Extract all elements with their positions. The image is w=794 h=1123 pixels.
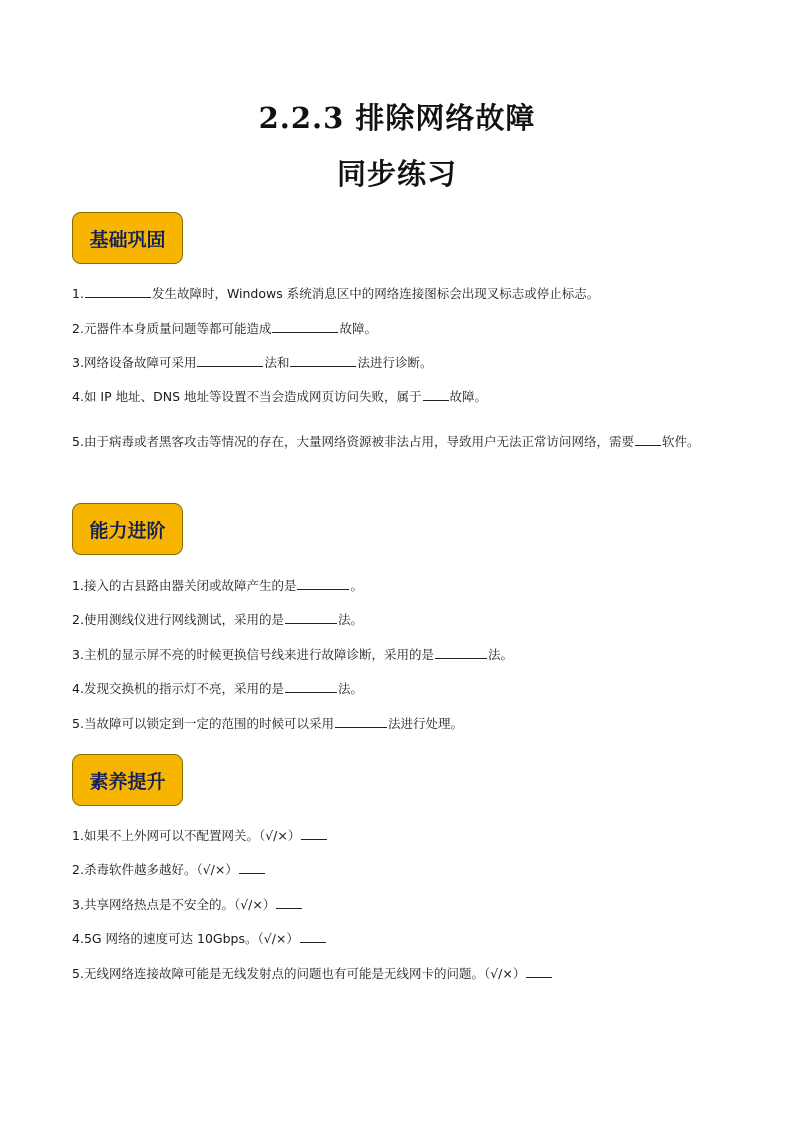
section-heading-advanced: 能力进阶 bbox=[72, 503, 183, 555]
question-item bbox=[72, 861, 266, 879]
question-text: 由于病毒或者黑客攻击等情况的存在，大量网络资源被非法占用，导致用户无法正常访问网络，需要 bbox=[83, 434, 634, 449]
answer-blank[interactable] bbox=[290, 354, 356, 367]
answer-blank[interactable] bbox=[285, 680, 337, 693]
question-item bbox=[72, 320, 377, 338]
question-number: 4. bbox=[72, 389, 84, 404]
question-text: 主机的显示屏不亮的时候更换信号线来进行故障诊断，采用的是 bbox=[83, 647, 434, 662]
answer-blank[interactable] bbox=[526, 965, 552, 978]
question-item bbox=[72, 715, 463, 733]
question-text: 法。 bbox=[487, 647, 513, 662]
answer-blank[interactable] bbox=[272, 320, 338, 333]
question-item bbox=[72, 285, 599, 303]
question-text: 无线网络连接故障可能是无线发射点的问题也有可能是无线网卡的问题。（√/×） bbox=[83, 966, 526, 981]
document-title: 2.2.3 排除网络故障 bbox=[258, 101, 536, 135]
question-text: 当故障可以锁定到一定的范围的时候可以采用 bbox=[83, 716, 334, 731]
question-item bbox=[72, 965, 553, 983]
question-text: 元器件本身质量问题等都可能造成 bbox=[83, 321, 272, 336]
section-heading-basic: 基础巩固 bbox=[72, 212, 183, 264]
question-text: 如果不上外网可以不配置网关。（√/×） bbox=[83, 828, 301, 843]
question-text: 接入的古县路由器关闭或故障产生的是 bbox=[83, 578, 297, 593]
section-heading-literacy: 素养提升 bbox=[72, 754, 183, 806]
question-item bbox=[72, 388, 487, 406]
question-text: 使用测线仪进行网线测试，采用的是 bbox=[83, 612, 284, 627]
document-subtitle: 同步练习 bbox=[336, 157, 457, 191]
question-number: 1. bbox=[72, 578, 84, 593]
question-item bbox=[72, 427, 724, 456]
question-item bbox=[72, 930, 327, 948]
question-number: 5. bbox=[72, 966, 84, 981]
question-number: 2. bbox=[72, 862, 84, 877]
question-number: 4. bbox=[72, 931, 84, 946]
question-item bbox=[72, 827, 328, 845]
question-number: 3. bbox=[72, 897, 84, 912]
question-number: 2. bbox=[72, 321, 84, 336]
answer-blank[interactable] bbox=[335, 715, 387, 728]
question-item bbox=[72, 680, 363, 698]
answer-blank[interactable] bbox=[239, 861, 265, 874]
answer-blank[interactable] bbox=[423, 388, 449, 401]
question-item bbox=[72, 354, 432, 372]
question-number: 1. bbox=[72, 286, 84, 301]
question-text: 网络设备故障可采用 bbox=[83, 355, 197, 370]
question-item bbox=[72, 611, 363, 629]
question-text: 杀毒软件越多越好。（√/×） bbox=[83, 862, 238, 877]
answer-blank[interactable] bbox=[85, 285, 151, 298]
answer-blank[interactable] bbox=[635, 433, 661, 446]
question-text: 法进行处理。 bbox=[387, 716, 463, 731]
question-text: 如 IP 地址、DNS 地址等设置不当会造成网页访问失败，属于 bbox=[83, 389, 422, 404]
question-number: 5. bbox=[72, 716, 84, 731]
question-text: 法进行诊断。 bbox=[357, 355, 433, 370]
question-number: 5. bbox=[72, 434, 84, 449]
question-item bbox=[72, 646, 513, 664]
answer-blank[interactable] bbox=[300, 930, 326, 943]
question-text: 故障。 bbox=[339, 321, 377, 336]
question-number: 2. bbox=[72, 612, 84, 627]
question-text: 法和 bbox=[264, 355, 290, 370]
answer-blank[interactable] bbox=[197, 354, 263, 367]
question-text: 共享网络热点是不安全的。（√/×） bbox=[83, 897, 276, 912]
question-text: 。 bbox=[350, 578, 363, 593]
question-text: 软件。 bbox=[661, 434, 700, 449]
answer-blank[interactable] bbox=[276, 896, 302, 909]
question-item bbox=[72, 577, 363, 595]
question-number: 3. bbox=[72, 647, 84, 662]
question-text: 发现交换机的指示灯不亮，采用的是 bbox=[83, 681, 284, 696]
question-text: 5G 网络的速度可达 10Gbps。（√/×） bbox=[83, 931, 299, 946]
question-number: 1. bbox=[72, 828, 84, 843]
question-text: 法。 bbox=[337, 681, 363, 696]
question-number: 3. bbox=[72, 355, 84, 370]
question-text: 法。 bbox=[337, 612, 363, 627]
answer-blank[interactable] bbox=[435, 646, 487, 659]
question-text: 发生故障时，Windows 系统消息区中的网络连接图标会出现叉标志或停止标志。 bbox=[151, 286, 600, 301]
question-text: 故障。 bbox=[449, 389, 488, 404]
question-item bbox=[72, 896, 303, 914]
answer-blank[interactable] bbox=[301, 827, 327, 840]
answer-blank[interactable] bbox=[297, 577, 349, 590]
answer-blank[interactable] bbox=[285, 611, 337, 624]
question-number: 4. bbox=[72, 681, 84, 696]
